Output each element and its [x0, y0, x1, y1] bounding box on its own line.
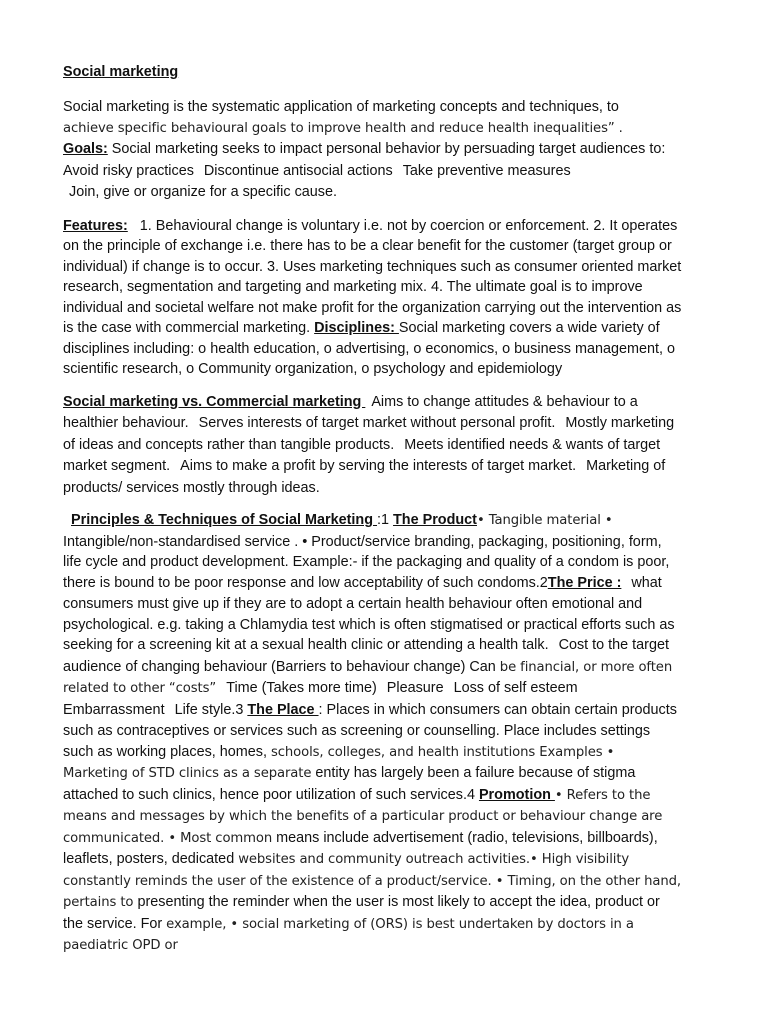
- versus-paragraph: [63, 392, 683, 499]
- versus-point: Marketing of products/ services mostly through ideas.: [63, 458, 666, 496]
- principles-heading: Principles & Techniques of Social Marketing: [71, 512, 378, 528]
- versus-point: Aims to make a profit by serving the interests of target market.: [180, 458, 581, 474]
- promotion-text: presenting the reminder when the user is most likely to accept the idea, product or the service. For: [63, 894, 660, 932]
- disciplines-heading: Disciplines:: [314, 320, 399, 336]
- price-text: Time (Takes more time): [226, 680, 381, 696]
- goals-text: Social marketing seeks to impact personal behavior by persuading target audiences to:: [107, 141, 666, 157]
- price-text: Life style.3: [174, 701, 248, 718]
- promotion-text: • Refers to the means and messages by which the benefits of a particular product or behaviour change are communicated. • Most common: [63, 787, 663, 846]
- promotion-text: means include advertisement (radio, televisions, billboards), leaflets, posters, dedicated: [63, 829, 658, 867]
- goals-item: Avoid risky practices: [63, 162, 198, 179]
- versus-point: Serves interests of target market without personal profit.: [198, 415, 560, 431]
- price-text: be financial, or more often related to other “costs”: [63, 659, 673, 696]
- disciplines-text: Social marketing covers a wide variety of disciplines including: o health education, o advertising, o economics, o business management, o scientific research, o Community organization, o psychology and epidemiology: [63, 320, 675, 377]
- place-text: schools, colleges, and health institutions Examples • Marketing of STD clinics as a separate: [63, 744, 615, 781]
- price-text: Loss of self esteem: [453, 680, 578, 696]
- price-text: Cost to the target audience of changing behaviour (Barriers to behaviour change) Can: [63, 637, 669, 675]
- goals-item: Join, give or organize for a specific cause.: [69, 184, 337, 200]
- product-heading: The Product: [393, 512, 477, 528]
- product-text: Intangible/non-standardised service . • Product/service branding, packaging, positioning,: [63, 533, 629, 550]
- bullet-box-icon: [665, 143, 671, 156]
- versus-heading: Social marketing vs. Commercial marketing: [63, 393, 366, 410]
- price-text: what consumers must give up if they are to adopt a certain health behaviour often emotional and psychological. e.g. taking a Chlamydia test which is often stigmatised or practical efforts such as seeking for a screening kit at a sexual health clinic or attending a health talk.: [63, 574, 675, 653]
- product-text: • Tangible material •: [476, 513, 613, 528]
- goals-item: Take preventive measures: [402, 162, 571, 179]
- principles-paragraph: [63, 510, 683, 957]
- promotion-text: example, • social marketing of (ORS) is best undertaken by doctors in a paediatric OPD or: [63, 916, 634, 953]
- goals-heading: Goals:: [63, 141, 108, 157]
- page-title: Social marketing: [63, 64, 179, 80]
- promotion-heading: Promotion: [478, 786, 555, 803]
- price-text: Pleasure: [386, 680, 448, 696]
- price-text: Embarrassment: [63, 701, 169, 718]
- place-heading: The Place: [247, 701, 319, 718]
- intro-line-1: Social marketing is the systematic application of marketing concepts and techniques, to: [63, 99, 619, 115]
- place-text: entity has largely been a failure because of stigma attached to such clinics, hence poor utilization of such services.4: [63, 765, 636, 803]
- place-text: : Places in which consumers can obtain certain products such as contraceptives or services such as screening or counselling. Place includes settings such as working places, homes,: [63, 701, 677, 760]
- versus-point: Mostly marketing of ideas and concepts rather than tangible products.: [63, 415, 675, 453]
- goals-item: Discontinue antisocial actions: [203, 162, 397, 179]
- document-page: [63, 62, 683, 957]
- intro-paragraph: [63, 97, 683, 204]
- versus-point: Meets identified needs & wants of target market segment.: [63, 436, 661, 474]
- features-heading: Features:: [63, 217, 128, 234]
- product-text: form, life cycle and product development. Example:- if the packaging and quality of a condom is poor, there is bound to be poor response and low acceptability of such condoms.2: [63, 533, 670, 591]
- bullet-box-icon: [578, 682, 584, 695]
- promotion-text: websites and community outreach activities.• High visibility constantly reminds the user of the existence of a product/service. • Timing, on the other hand, pertains to: [63, 852, 681, 910]
- principles-number: :1: [377, 512, 394, 528]
- features-text: 1. Behavioural change is voluntary i.e. not by coercion or enforcement. 2. It operates on the principle of exchange i.e. there has to be a clear benefit for the customer (target group or individual) if change is to occur. 3. Uses marketing techniques such as consumer oriented market research, segmentation and targeting and marketing mix. 4. The ultimate goal is to improve individual and societal welfare not make profit for the organization carrying out the intervention as is the case with commercial marketing.: [63, 217, 682, 336]
- intro-line-2: achieve specific behavioural goals to improve health and reduce health inequalities” .: [63, 120, 623, 136]
- price-heading: The Price :: [547, 574, 622, 591]
- features-paragraph: [63, 216, 683, 380]
- versus-point: Aims to change attitudes & behaviour to a healthier behaviour.: [63, 393, 638, 431]
